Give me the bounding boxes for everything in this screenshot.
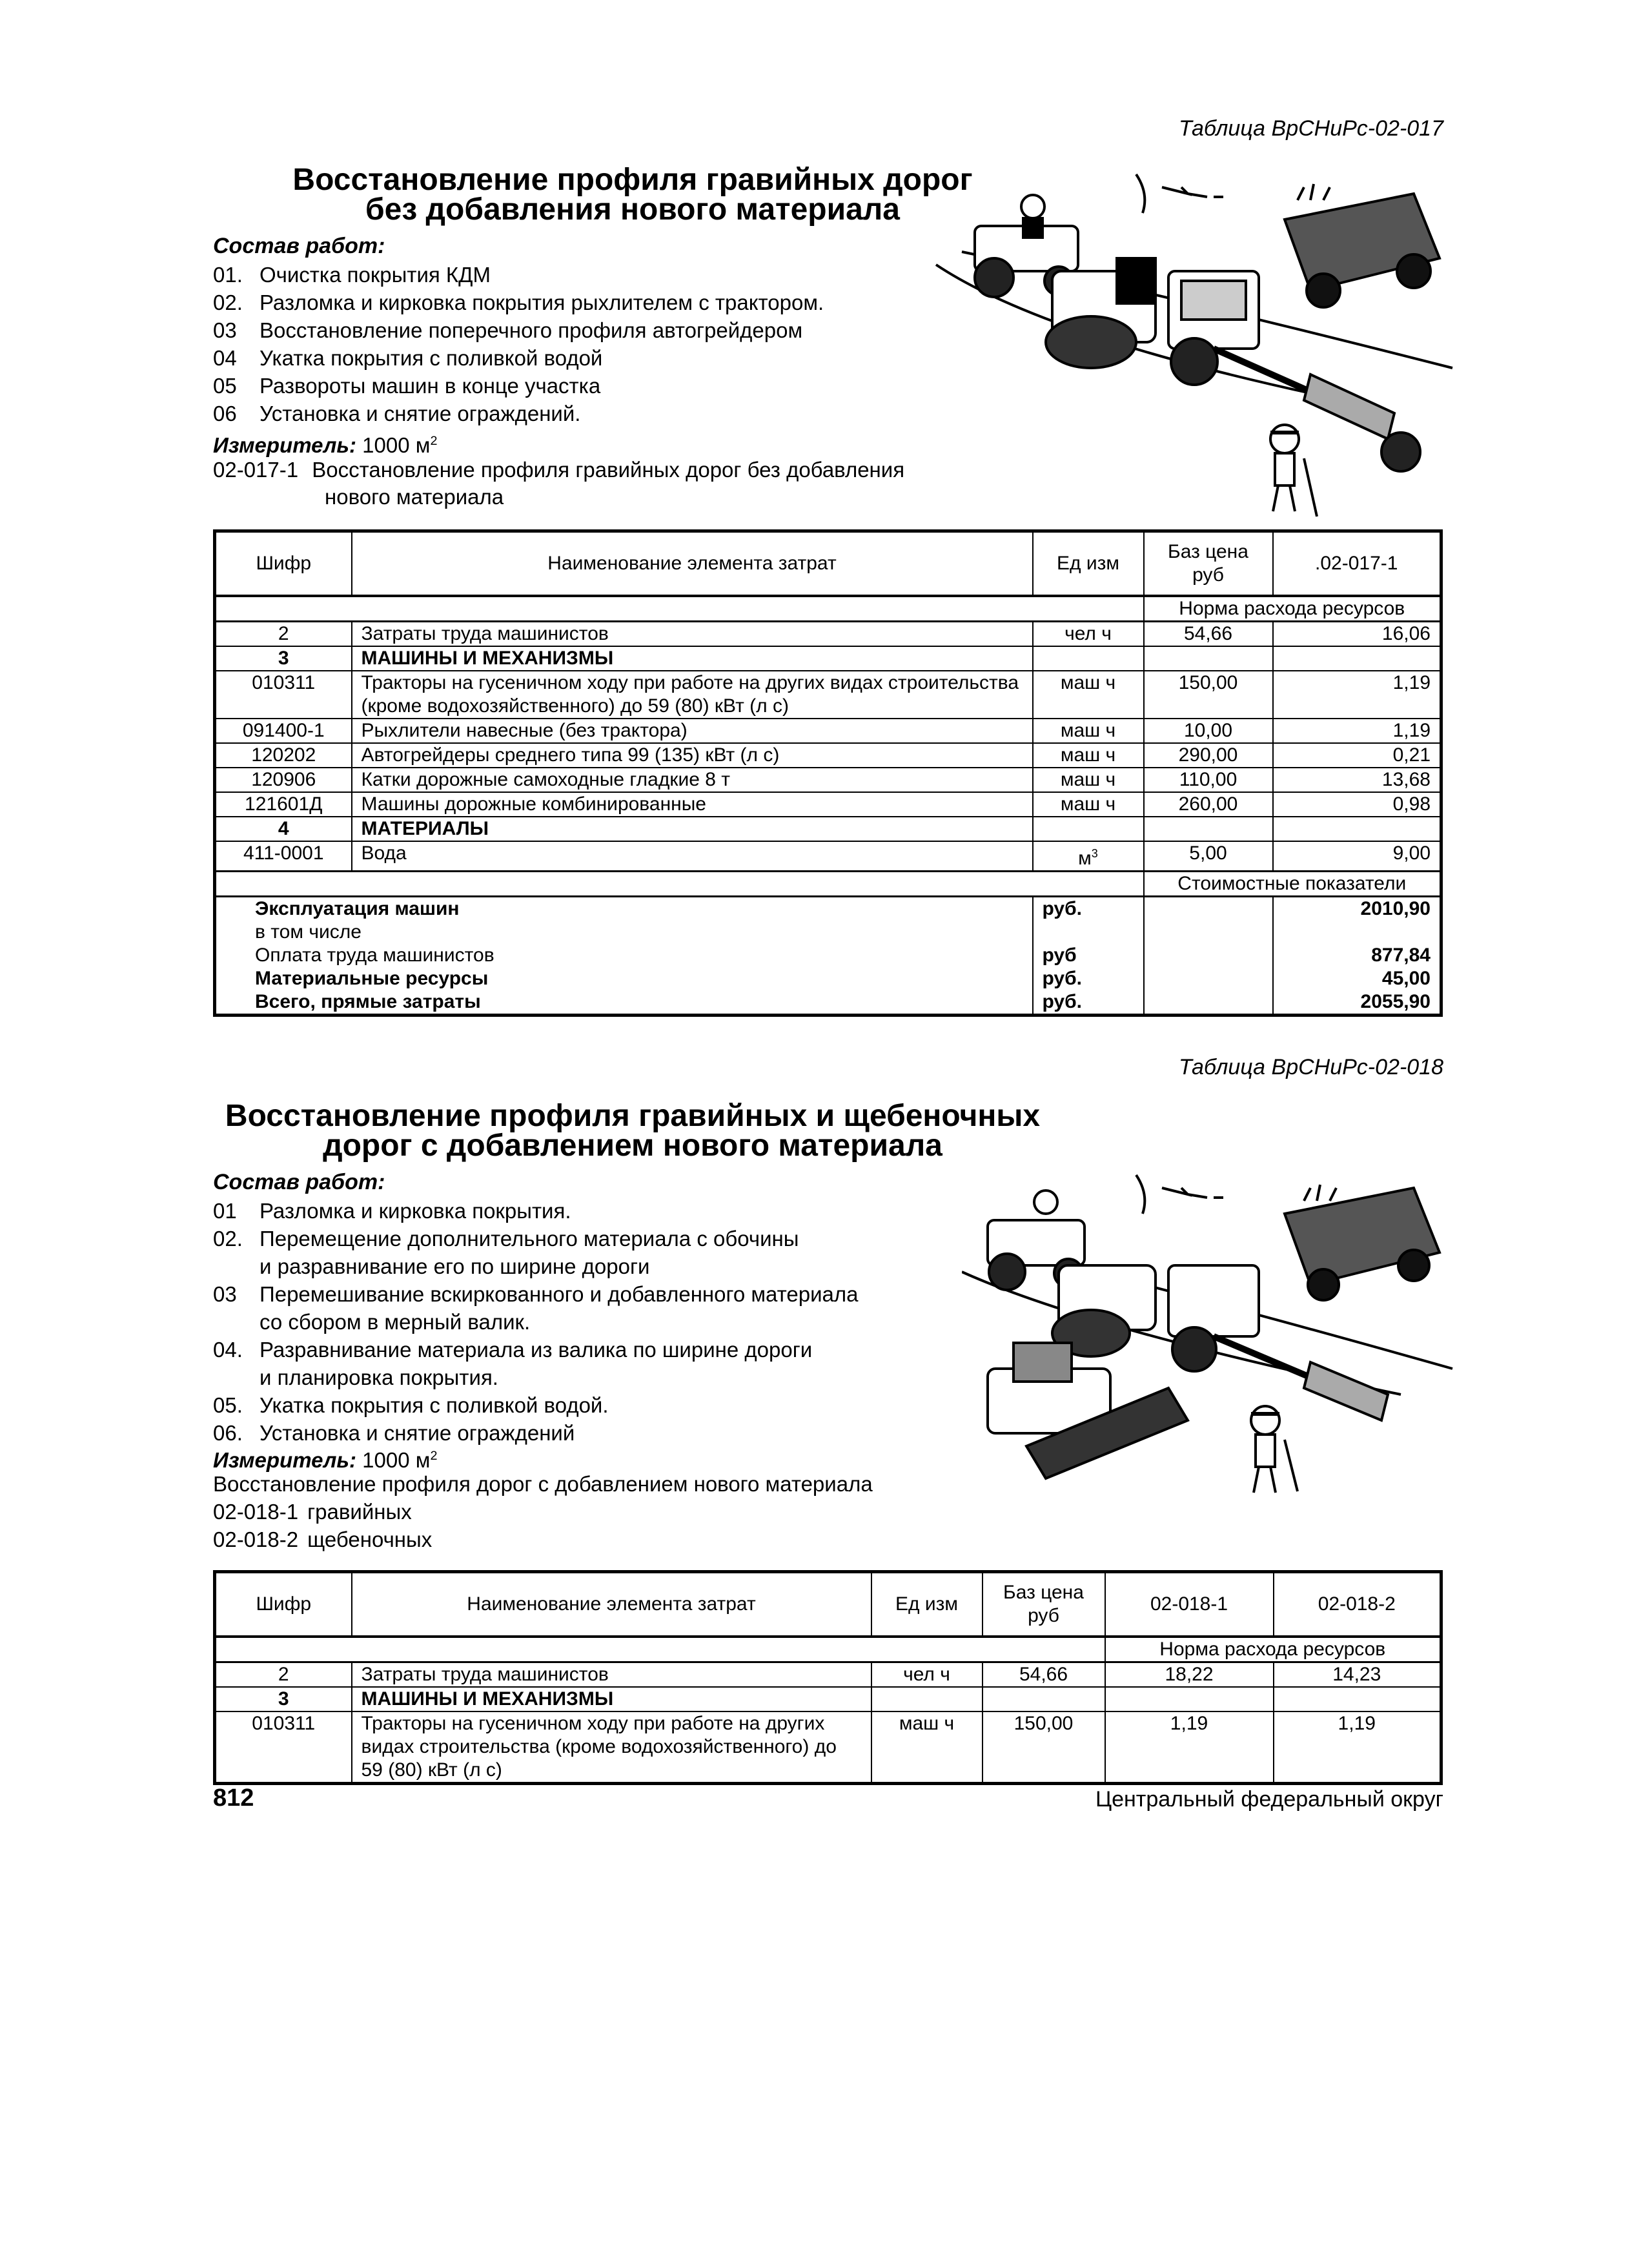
table1-cell-unit [1033,646,1144,671]
table1-work-item [213,400,824,427]
table1-cost-unit: руб. [1033,967,1144,990]
table2-code: 02-018-2 [213,1527,299,1551]
table1-cell-code: 120202 [215,743,352,768]
table1-cost-name: Материальные ресурсы [215,967,1033,990]
table1-cell-unit [1033,671,1144,719]
table1-cost-name: Всего, прямые затраты [215,990,1033,1016]
table1-cell-price: 110,00 [1144,768,1273,792]
table2-cell-v2 [1274,1687,1441,1711]
table1-norm-spacer [215,596,1144,622]
table2-row [215,1662,1441,1688]
table1-cost-name: в том числе [215,921,1033,944]
table1-cell-unit-text: м [1078,848,1092,869]
table1-cell-price [1144,646,1273,671]
roller-icon [1046,258,1156,368]
table2-header-row [215,1572,1441,1637]
table2-cell-code: 3 [215,1687,352,1711]
table1-cell-unit [1033,743,1144,768]
table2-code-text: щебеночных [307,1527,433,1551]
table1-header-code: Шифр [215,531,352,597]
table1-work-list [213,261,824,427]
table1-meter-value: 1000 м [362,433,431,457]
table2-cell-name: Затраты труда машинистов [352,1662,871,1688]
table1-header-col1: .02-017-1 [1273,531,1441,597]
table1-cell-code: 091400-1 [215,719,352,743]
table1-row [215,841,1441,872]
table2-work-item-text: и разравнивание его по ширине дороги [260,1254,650,1278]
table1-cell-unit-text: маш ч [1060,793,1116,815]
table1-cell-unit [1033,792,1144,817]
table1-cell-v1: 16,06 [1273,622,1441,647]
table2-work-item [213,1391,859,1419]
table2-meter-value: 1000 м [362,1448,431,1472]
table2-work-item-text: Перемешивание вскиркованного и добавленного материала [260,1282,859,1306]
table1-row [215,719,1441,743]
table2-cell-v2: 14,23 [1274,1662,1441,1688]
table1-code-line [213,456,904,484]
table1-cell-unit-text: маш ч [1060,769,1116,790]
table2-work-item-text: со сбором в мерный валик. [260,1310,531,1334]
table1-header-name: Наименование элемента затрат [352,531,1033,597]
table1-cell-unit-text: маш ч [1060,720,1116,741]
table1-work-item [213,316,824,344]
table1-cell-code: 2 [215,622,352,647]
table1-row [215,817,1441,841]
table1-cost-empty [1144,967,1273,990]
table2-cell-v1 [1105,1687,1274,1711]
table1-cell-v1: 0,21 [1273,743,1441,768]
table1-cost-empty [1144,944,1273,967]
table1-cell-name: Вода [352,841,1033,872]
table2-work-item-text: Установка и снятие ограждений [260,1421,575,1445]
table1-cell-v1: 1,19 [1273,719,1441,743]
table1-cell-v1 [1273,817,1441,841]
table2-work-list [213,1197,859,1447]
table2-work-item-num: 05. [213,1393,243,1417]
table1-norm-label: Норма расхода ресурсов [1144,596,1441,622]
table2-work-item-text: и планировка покрытия. [260,1365,498,1389]
table1-meter-label: Измеритель: [213,433,356,457]
table1-cost-label-row [215,872,1441,897]
table1-work-item-num: 03 [213,318,237,342]
table1-row [215,671,1441,719]
table1-work-header: Состав работ: [213,234,385,258]
table2-cell-unit [871,1662,983,1688]
table2-work-item [213,1225,859,1252]
table2-work-item [213,1364,859,1391]
table1-cell-v1: 0,98 [1273,792,1441,817]
table2-cell-name: Тракторы на гусеничном ходу при работе на других видах строительства (кроме водохозяйственного) до 59 (80) кВт (л с) [352,1711,871,1784]
table1-cost-name: Эксплуатация машин [215,897,1033,921]
truck-icon [1285,1188,1440,1300]
table2-code-item [213,1526,432,1553]
table2-norm-label: Норма расхода ресурсов [1105,1637,1441,1662]
table2-cell-v1: 18,22 [1105,1662,1274,1688]
table1-meter-sup: 2 [430,434,438,448]
table1-resource-table [213,529,1443,1017]
table2-title-line1: Восстановление профиля гравийных и щебеночных [225,1099,1041,1133]
table1-cost-value [1273,921,1441,944]
table1-header-price-1: Баз цена [1168,541,1248,562]
table1-work-item [213,261,824,289]
table2-header-col2: 02-018-2 [1274,1572,1441,1637]
table1-cell-price: 5,00 [1144,841,1273,872]
table2-norm-row [215,1637,1441,1662]
table2-cell-v2: 1,19 [1274,1711,1441,1784]
table2-header-name: Наименование элемента затрат [352,1572,871,1637]
table2-work-item-text: Разломка и кирковка покрытия. [260,1199,571,1223]
table1-code-line-2: нового материала [325,485,504,509]
table2-work-item-num: 04. [213,1338,243,1362]
table1-code: 02-017-1 [213,458,299,482]
table1-cost-unit: руб. [1033,897,1144,921]
table1-cost-row [215,944,1441,967]
table1-cost-row [215,967,1441,990]
table2-cell-price: 150,00 [983,1711,1105,1784]
table2-cell-v1: 1,19 [1105,1711,1274,1784]
table1-title-line2: без добавления нового материала [365,192,900,227]
table1-cell-code: 010311 [215,671,352,719]
table1-cell-code: 3 [215,646,352,671]
table1-row [215,768,1441,792]
table2-label: Таблица ВрСНиРс-02-018 [1178,1055,1443,1079]
table1-cell-code: 121601Д [215,792,352,817]
road-machinery-illustration-1 [923,161,1459,523]
table1-cell-price: 260,00 [1144,792,1273,817]
table1-cell-v1 [1273,646,1441,671]
table1-cell-unit-sup: 3 [1091,847,1098,860]
table1-cell-unit [1033,768,1144,792]
table1-cell-code: 411-0001 [215,841,352,872]
table2-cell-unit-text: маш ч [899,1713,955,1734]
truck-icon [1285,194,1440,307]
table1-cell-price [1144,817,1273,841]
table2-title-line2: дорог с добавлением нового материала [323,1129,942,1163]
table1-cell-price: 290,00 [1144,743,1273,768]
table1-cost-spacer [215,872,1144,897]
table1-cell-unit-text: маш ч [1060,672,1116,693]
table2-work-item [213,1252,859,1280]
table1-norm-row [215,596,1441,622]
table2-work-item-num: 02. [213,1227,243,1251]
table1-cost-value: 2010,90 [1273,897,1441,921]
table1-cell-price: 54,66 [1144,622,1273,647]
table2-subtitle: Восстановление профиля дорог с добавлением нового материала [213,1472,873,1496]
table2-header-code: Шифр [215,1572,352,1637]
table1-cost-empty [1144,921,1273,944]
table1-cell-name: МАТЕРИАЛЫ [352,817,1033,841]
table2-work-item-num: 06. [213,1421,243,1445]
table1-work-item-num: 05 [213,374,237,398]
table1-cell-price: 150,00 [1144,671,1273,719]
table2-header-col1: 02-018-1 [1105,1572,1274,1637]
table1-cost-unit: руб [1033,944,1144,967]
table2-work-item-text: Укатка покрытия с поливкой водой. [260,1393,609,1417]
table1-cost-empty [1144,990,1273,1016]
table2-cell-unit [871,1687,983,1711]
worker-icon [1270,425,1317,516]
table2-header-price-2: руб [1028,1605,1059,1626]
table1-work-item-text: Восстановление поперечного профиля автогрейдером [260,318,803,342]
table1-cost-row [215,897,1441,921]
table2-resource-table [213,1570,1443,1785]
table1-cell-name: Машины дорожные комбинированные [352,792,1033,817]
table2-work-item [213,1308,859,1336]
table1-work-item-text: Установка и снятие ограждений. [260,402,581,425]
table1-work-item-text: Разломка и кирковка покрытия рыхлителем с трактором. [260,291,824,314]
table1-cost-value: 45,00 [1273,967,1441,990]
table1-cell-name: Автогрейдеры среднего типа 99 (135) кВт (л с) [352,743,1033,768]
table1-cell-v1: 13,68 [1273,768,1441,792]
table1-work-item-text: Очистка покрытия КДМ [260,263,491,287]
table1-cell-unit [1033,817,1144,841]
table2-work-item [213,1280,859,1308]
table2-work-item-text: Разравнивание материала из валика по ширине дороги [260,1338,813,1362]
table1-work-item-num: 02. [213,291,243,314]
table1-header-unit: Ед изм [1033,531,1144,597]
table2-cell-code: 2 [215,1662,352,1688]
table1-work-item [213,344,824,372]
table2-cell-price: 54,66 [983,1662,1105,1688]
table2-meter-label: Измеритель: [213,1448,356,1472]
table2-cell-name: МАШИНЫ И МЕХАНИЗМЫ [352,1687,871,1711]
table1-label: Таблица ВрСНиРс-02-017 [1178,116,1443,141]
table1-cell-code: 120906 [215,768,352,792]
table1-work-item-num: 06 [213,402,237,425]
table1-cell-name: Тракторы на гусеничном ходу при работе на других видах строительства (кроме водохозяйственного) до 59 (80) кВт (л с) [352,671,1033,719]
table1-work-item [213,289,824,316]
table1-cell-unit [1033,719,1144,743]
table2-code: 02-018-1 [213,1500,299,1524]
table1-costs [215,897,1441,1016]
table1-cell-v1: 9,00 [1273,841,1441,872]
table2-row [215,1711,1441,1784]
table2-row [215,1687,1441,1711]
table1-cell-unit [1033,841,1144,872]
table1-row [215,646,1441,671]
page-number: 812 [213,1784,254,1812]
table1-header-price-2: руб [1192,564,1224,586]
table1-cell-unit [1033,622,1144,647]
road-machinery-illustration-2 [962,1162,1459,1498]
table2-header-price-1: Баз цена [1003,1582,1084,1603]
table1-cost-value: 877,84 [1273,944,1441,967]
table1-cell-unit-text: чел ч [1064,623,1112,644]
table2-work-item [213,1197,859,1225]
table2-cell-price [983,1687,1105,1711]
table2-header-price [983,1572,1105,1637]
table1-cell-price: 10,00 [1144,719,1273,743]
table1-title-line1: Восстановление профиля гравийных дорог [292,163,973,197]
table1-cost-unit: руб. [1033,990,1144,1016]
table2-work-item-text: Перемещение дополнительного материала с обочины [260,1227,799,1251]
table2-work-item-num: 03 [213,1282,237,1306]
table1-header-price [1144,531,1273,597]
table2-header-unit: Ед изм [871,1572,983,1637]
table1-cell-unit-text: маш ч [1060,744,1116,766]
table2-title [213,1101,1052,1161]
table1-cell-v1: 1,19 [1273,671,1441,719]
table1-cost-row [215,921,1441,944]
table2-code-item [213,1498,432,1526]
table2-code-text: гравийных [307,1500,412,1524]
table1-cell-name: МАШИНЫ И МЕХАНИЗМЫ [352,646,1033,671]
table2-body [215,1662,1441,1784]
table1-code-text-1: Восстановление профиля гравийных дорог без добавления [312,458,905,482]
table2-cell-code: 010311 [215,1711,352,1784]
footer-region: Центральный федеральный округ [1095,1787,1443,1812]
table1-cost-unit [1033,921,1144,944]
table1-cell-code: 4 [215,817,352,841]
table1-work-item-text: Укатка покрытия с поливкой водой [260,346,603,370]
table1-row [215,622,1441,647]
table2-meter [213,1442,437,1474]
table2-work-item [213,1336,859,1364]
table1-work-item-num: 01. [213,263,243,287]
table2-work-header: Состав работ: [213,1170,385,1194]
table1-work-item [213,372,824,400]
table1-cost-row [215,990,1441,1016]
table2-meter-sup: 2 [430,1449,438,1463]
table1-row [215,792,1441,817]
table1-cell-name: Рыхлители навесные (без трактора) [352,719,1033,743]
table1-work-item-text: Развороты машин в конце участка [260,374,601,398]
table1-header-row [215,531,1441,597]
table1-cost-name: Оплата труда машинистов [215,944,1033,967]
worker-icon [1251,1406,1298,1493]
grader-icon [1168,1265,1388,1420]
table2-code-list [213,1498,432,1553]
table2-work-item-num: 01 [213,1199,237,1223]
table2-norm-spacer [215,1637,1105,1662]
table1-cost-value: 2055,90 [1273,990,1441,1016]
table2-cell-unit [871,1711,983,1784]
table2-cell-unit-text: чел ч [903,1664,950,1685]
table1-cost-empty [1144,897,1273,921]
table1-cost-label: Стоимостные показатели [1144,872,1441,897]
table1-work-item-num: 04 [213,346,237,370]
table1-body [215,622,1441,872]
table1-cell-name: Затраты труда машинистов [352,622,1033,647]
table1-meter [213,427,437,459]
table1-cell-name: Катки дорожные самоходные гладкие 8 т [352,768,1033,792]
table1-row [215,743,1441,768]
crawler-icon [988,1343,1188,1478]
